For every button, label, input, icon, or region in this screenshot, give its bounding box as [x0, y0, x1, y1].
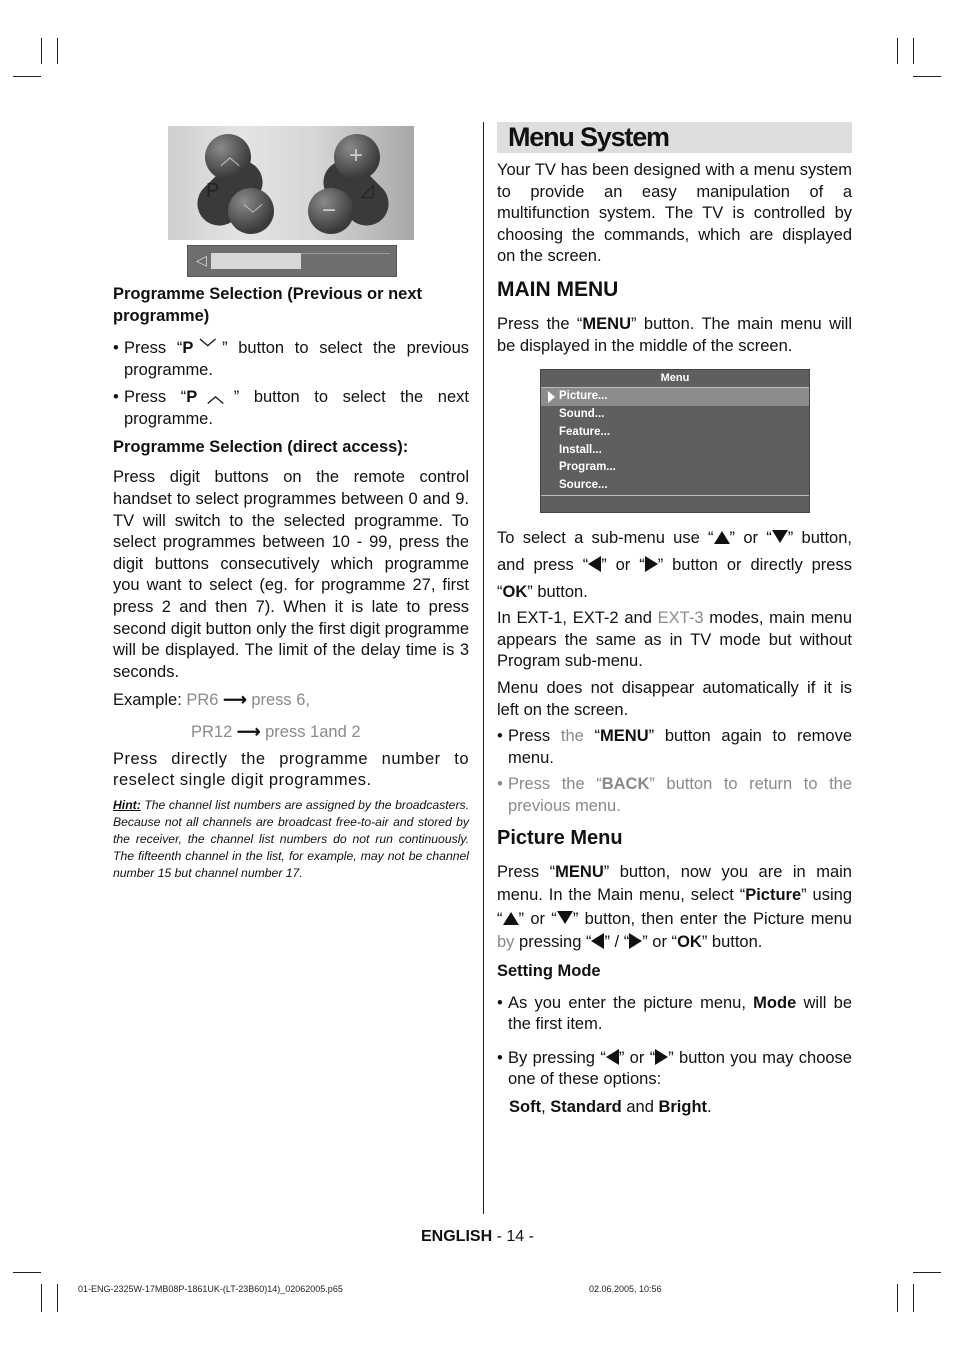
right-column — [497, 122, 852, 1118]
crop-mark — [41, 38, 42, 64]
menu-item-source: Source... — [559, 479, 608, 492]
hint-label: Hint: — [113, 797, 141, 812]
text: ” button you may choose one of these options: — [508, 1048, 852, 1089]
ext-text — [497, 608, 852, 673]
text: modes, main menu appears the same as in TV mode but without Program sub-menu. — [497, 609, 852, 671]
text: pressing “ — [514, 933, 592, 951]
bullet-remove-menu — [497, 726, 852, 769]
print-file-info: 01-ENG-2325W-17MB08P-1861UK-(LT-23B60)14)_02062005.p65 — [78, 1284, 343, 1294]
text: ” button to return to the previous menu. — [508, 775, 853, 815]
bullet-next — [113, 387, 469, 430]
example-press: press 1and 2 — [265, 722, 361, 741]
column-divider — [483, 122, 484, 1214]
down-arrow-icon — [557, 911, 573, 924]
option-standard: Standard — [550, 1097, 622, 1116]
text: ” button to select the previous programme. — [124, 339, 469, 379]
text: ” button again to remove menu. — [508, 727, 852, 767]
bullet-back — [497, 774, 852, 817]
volume-bar-fill — [211, 253, 301, 269]
text: ” button or directly press “ — [497, 556, 852, 602]
menu-key: MENU — [600, 727, 649, 746]
chevron-up-icon: ︿ — [220, 147, 240, 169]
crop-mark — [913, 38, 914, 64]
print-date-info: 02.06.2005, 10:56 — [589, 1284, 662, 1294]
menu-item-picture: Picture... — [541, 388, 809, 406]
chevron-down-icon: ﹀ — [243, 204, 263, 226]
crop-mark — [13, 76, 41, 77]
language-label: ENGLISH — [421, 1228, 493, 1245]
text: By pressing “ — [508, 1048, 606, 1067]
text: Press the “ — [508, 775, 602, 794]
text: will be the first item. — [508, 993, 852, 1034]
p-down-key: P﹀ — [182, 339, 223, 357]
text: ” / “ — [604, 933, 630, 951]
example-press: press 6, — [251, 691, 311, 710]
up-arrow-icon — [714, 531, 730, 544]
text: ” or “ — [618, 1048, 656, 1067]
text: “ — [583, 727, 601, 746]
crop-mark — [913, 1284, 914, 1312]
picture-menu-text — [497, 861, 852, 955]
left-arrow-icon — [606, 1049, 619, 1065]
text: by — [497, 933, 515, 951]
example-line-1 — [113, 690, 469, 712]
volume-bar-track — [301, 253, 390, 270]
p-up-key: P︿ — [186, 388, 234, 407]
reselect-text: Press directly the programme number to reselect single digit programmes. — [113, 749, 469, 790]
arrow-right-icon: ⟶ — [236, 722, 261, 741]
text: As you enter the picture menu, — [508, 993, 754, 1012]
text: In EXT-1, EXT-2 and — [497, 609, 658, 628]
crop-mark — [57, 1284, 58, 1312]
crop-mark — [897, 1284, 898, 1312]
text: ” button. The main menu will be displayed in the middle of the screen. — [497, 314, 852, 355]
ok-key: OK — [677, 933, 702, 951]
minus-icon: − — [322, 197, 337, 224]
crop-mark — [41, 1284, 42, 1312]
volume-bar-illustration — [187, 245, 397, 277]
text: Press “ — [124, 339, 183, 357]
text: ” using “ — [497, 886, 853, 928]
text: To select a sub-menu use “ — [497, 529, 714, 548]
prog-prev-next-heading: Programme Selection (Previous or next programme) — [113, 285, 423, 325]
text: ” button to select the next programme. — [124, 388, 469, 428]
text: Press the “ — [497, 314, 583, 333]
bullet-mode — [497, 993, 852, 1036]
text: Press — [508, 727, 561, 746]
hint-text: The channel list numbers are assigned by the broadcasters. Because not all channels are broadcast free-to-air and stored by the receiver, the channel list numbers do not run continuously. The fifteenth channel in the list, for example, may not be channel number 15 but channel number 17. — [113, 797, 469, 880]
setting-mode-heading: Setting Mode — [497, 961, 601, 980]
arrow-right-icon: ⟶ — [223, 691, 247, 710]
text: ” or “ — [729, 529, 772, 548]
crop-mark — [913, 76, 941, 77]
text: . — [707, 1097, 712, 1116]
picture-key: Picture — [745, 886, 802, 904]
p-label: P — [206, 180, 220, 202]
option-bright: Bright — [658, 1097, 708, 1116]
example-label: Example: — [113, 691, 182, 710]
direct-access-text: Press digit buttons on the remote control handset to select programmes between 0 and 9. TV will switch to the selected programme. To select programmes between 10 - 99, press the digit buttons consecutively which programme you want to select (eg. for programme 27, first press 2 and then 7). When it is late to press second digit button only the first digit programme will be displayed. The limit of the delay time is 3 seconds. — [113, 468, 469, 681]
ok-key: OK — [502, 583, 528, 602]
right-arrow-icon — [629, 933, 642, 949]
left-arrow-icon — [591, 933, 604, 949]
main-menu-heading: MAIN MENU — [497, 277, 619, 301]
menu-item-install: Install... — [559, 443, 602, 456]
right-arrow-icon — [655, 1049, 668, 1065]
example-line-2 — [113, 722, 469, 744]
text: Press “ — [124, 388, 187, 407]
crop-mark — [913, 1272, 941, 1273]
volume-icon: ◿ — [360, 180, 374, 200]
menu-footer — [541, 495, 809, 512]
picture-menu-heading: Picture Menu — [497, 826, 623, 849]
down-arrow-icon — [772, 530, 788, 543]
text: ” button, and press “ — [497, 529, 852, 575]
left-column — [113, 126, 469, 882]
text: ” or “ — [601, 556, 645, 575]
page-footer — [421, 1228, 534, 1246]
intro-text: Your TV has been designed with a menu system to provide an easy manipulation of a multifunction system. The TV is controlled by choosing the commands, which are displayed on the screen. — [497, 161, 852, 266]
text: and — [621, 1097, 659, 1116]
menu-item-feature: Feature... — [559, 425, 611, 438]
example-pr12: PR12 — [191, 722, 233, 741]
text: ” button, then enter the Picture menu — [572, 909, 852, 928]
text: EXT-3 — [657, 609, 704, 628]
menu-screenshot — [540, 369, 810, 513]
submenu-text — [497, 525, 852, 606]
not-disappear-text: Menu does not disappear automatically if it is left on the screen. — [497, 678, 852, 719]
right-arrow-icon — [645, 556, 658, 572]
example-pr6: PR6 — [186, 691, 219, 710]
page-number: - 14 - — [492, 1228, 534, 1245]
mode-key: Mode — [753, 993, 797, 1012]
text: ” or “ — [642, 933, 678, 951]
bullet-previous — [113, 338, 469, 381]
plus-icon: + — [349, 142, 364, 169]
back-key: BACK — [601, 775, 650, 794]
option-soft: Soft — [509, 1097, 542, 1116]
direct-access-heading: Programme Selection (direct access): — [113, 438, 409, 457]
text: ” button. — [701, 933, 763, 951]
page-title: Menu System — [497, 122, 852, 153]
text: the — [560, 727, 584, 746]
text: ” button, now you are in main menu. In the Main menu, select “ — [497, 862, 852, 904]
menu-key: MENU — [555, 862, 604, 881]
remote-control-illustration — [168, 126, 414, 240]
menu-title: Menu — [541, 370, 809, 388]
hint-paragraph — [113, 797, 469, 882]
crop-mark — [897, 38, 898, 64]
menu-item-sound: Sound... — [559, 407, 605, 420]
crop-mark — [13, 1272, 41, 1273]
speaker-icon: ◁ — [196, 252, 207, 268]
text: , — [541, 1097, 551, 1116]
text: ” or “ — [518, 909, 557, 928]
menu-key: MENU — [582, 314, 631, 333]
bullet-options — [497, 1048, 852, 1091]
text: Press “ — [497, 862, 556, 881]
crop-mark — [57, 38, 58, 64]
up-arrow-icon — [503, 912, 519, 925]
menu-item-program: Program... — [559, 461, 616, 474]
main-menu-text — [497, 314, 852, 357]
left-arrow-icon — [588, 556, 601, 572]
text: ” button. — [527, 583, 588, 602]
options-line — [497, 1097, 852, 1119]
